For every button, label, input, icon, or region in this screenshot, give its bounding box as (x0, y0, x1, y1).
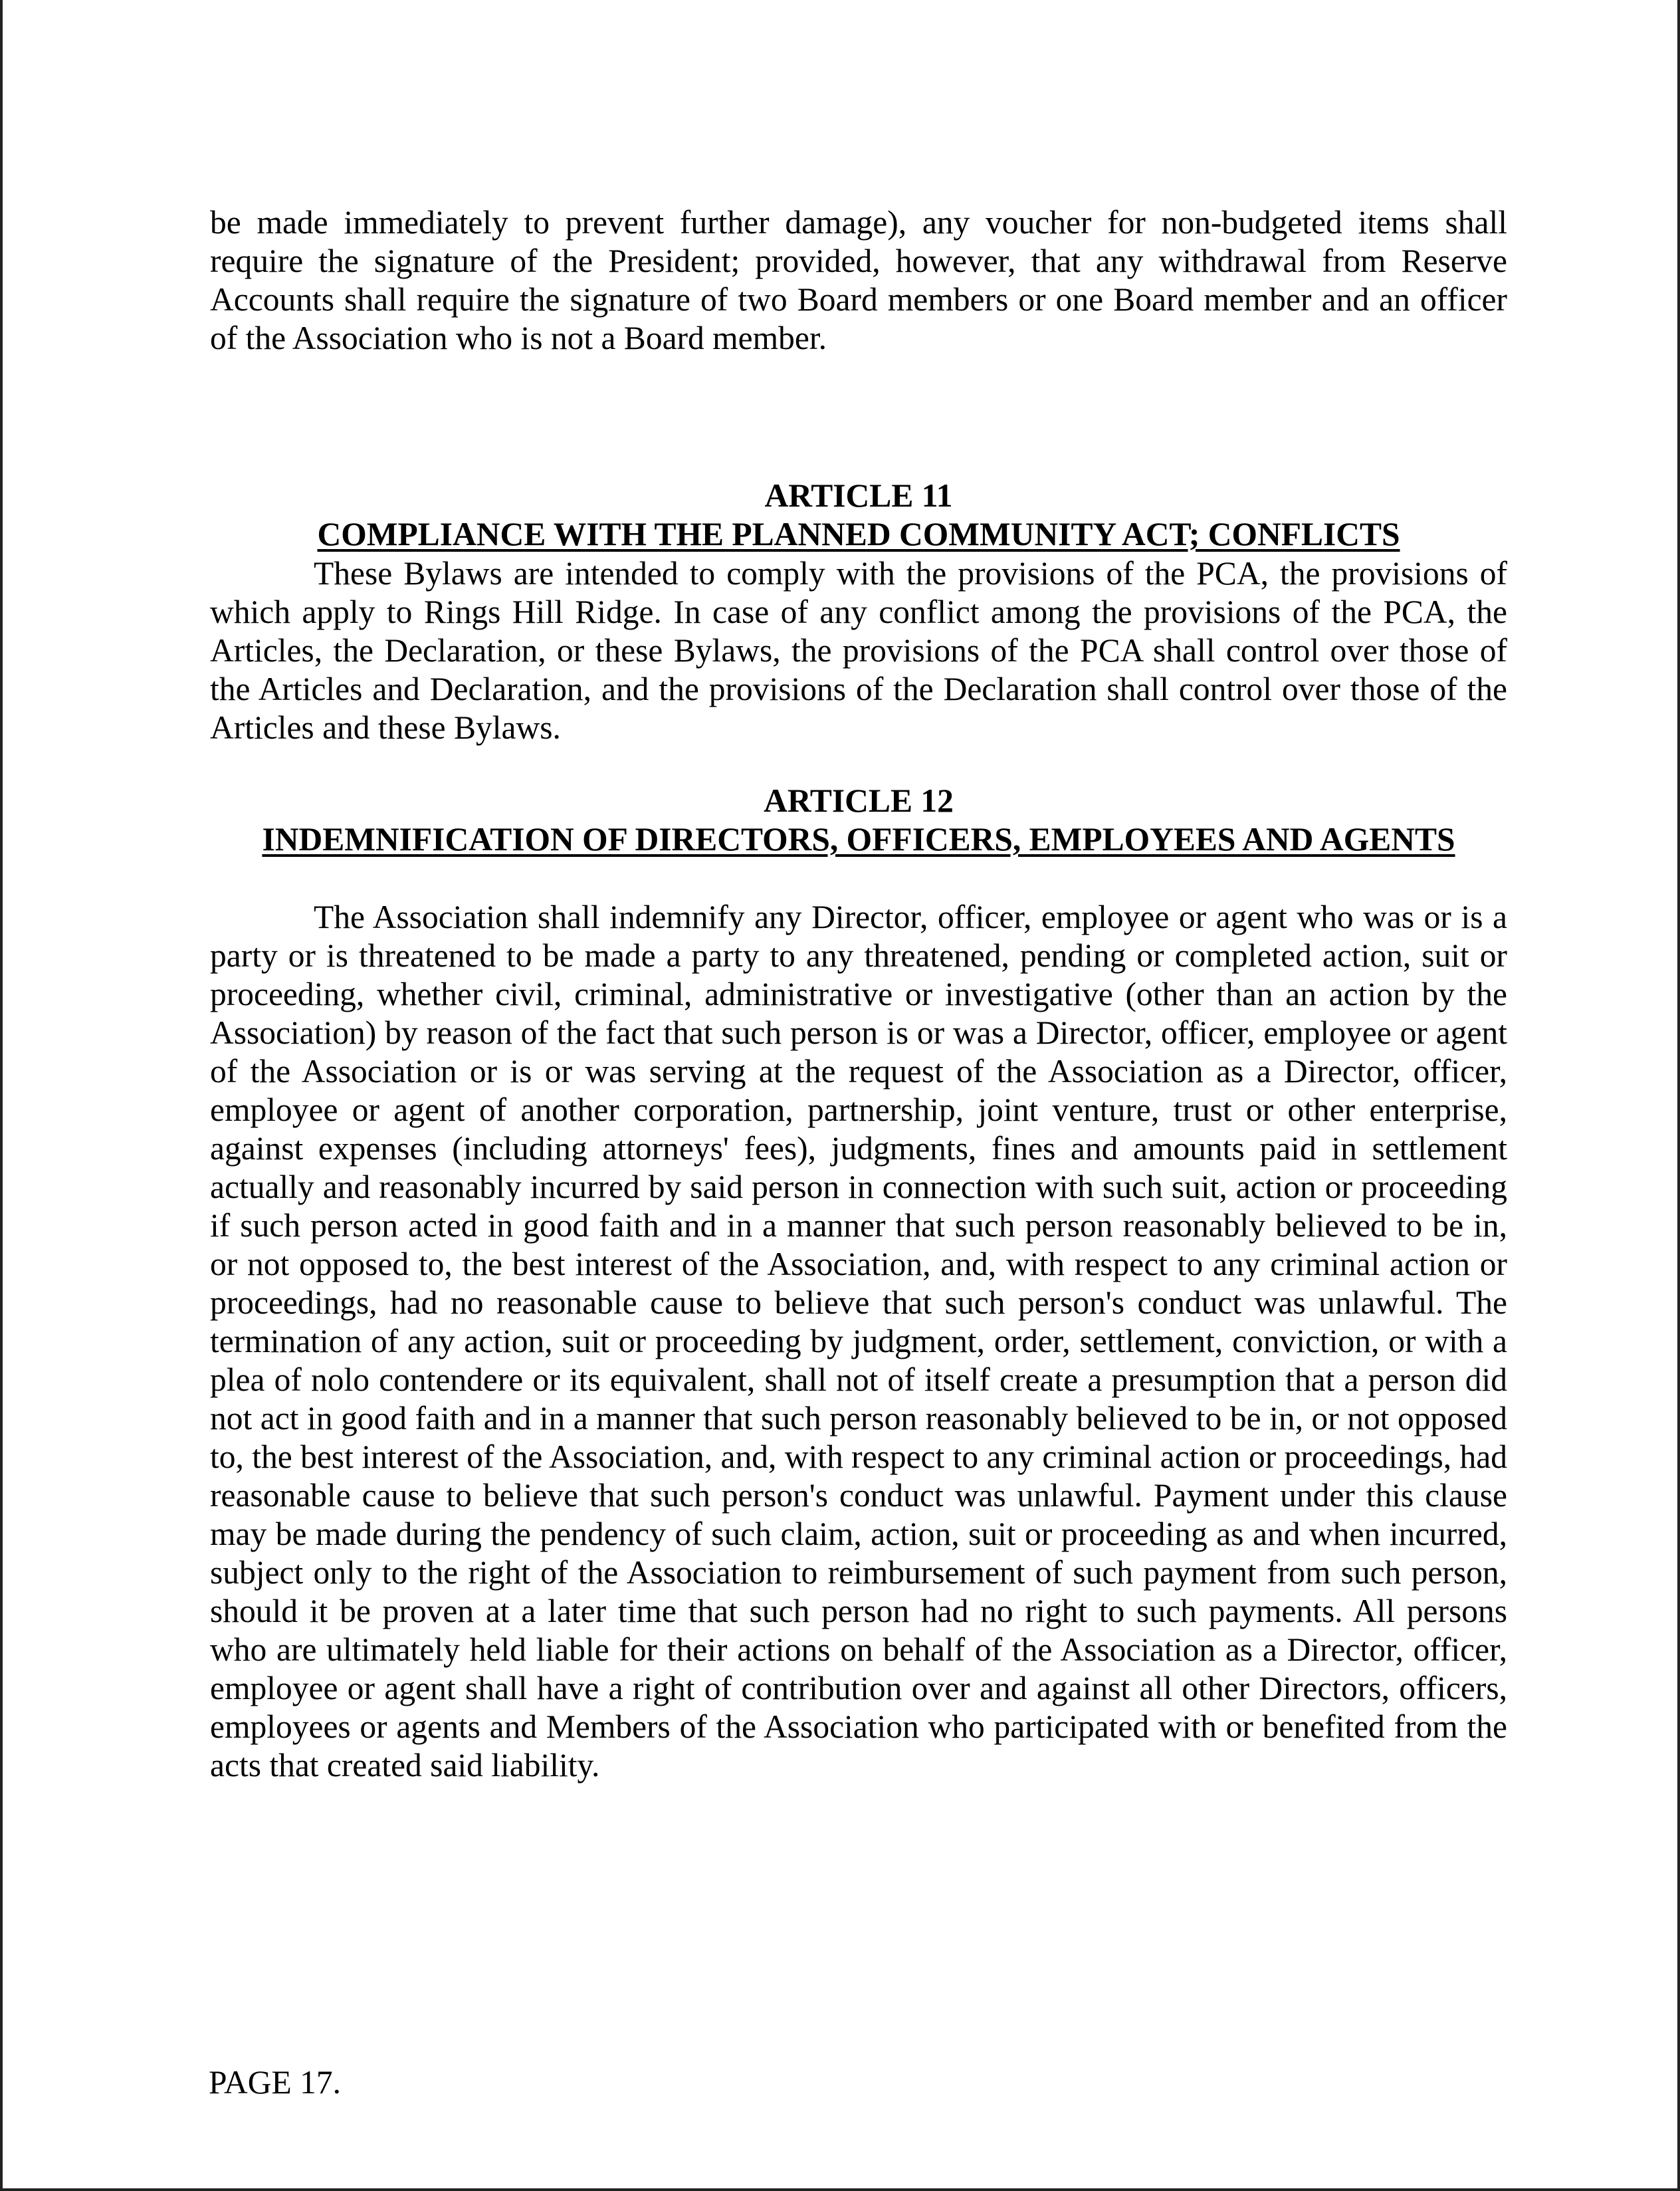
article-12-title: INDEMNIFICATION OF DIRECTORS, OFFICERS, EMPLOYEES AND AGENTS (262, 821, 1455, 858)
article-12-paragraph: The Association shall indemnify any Director, officer, employee or agent who was or is a party or is threatened to be made a party to any threatened, pending or completed action, suit or proceeding, whether civil, criminal, administrative or investigative (other than an action by the Association) by reason of the fact that such person is or was a Director, officer, employee or agent of the Association or is or was serving at the request of the Association as a Director, officer, employee or agent of another corporation, partnership, joint venture, trust or other enterprise, against expenses (including attorneys' fees), judgments, fines and amounts paid in settlement actually and reasonably incurred by said person in connection with such suit, action or proceeding if such person acted in good faith and in a manner that such person reasonably believed to be in, or not opposed to, the best interest of the Association, and, with respect to any criminal action or proceedings, had no reasonable cause to believe that such person's conduct was unlawful. The termination of any action, suit or proceeding by judgment, order, settlement, conviction, or with a plea of nolo contendere or its equivalent, shall not of itself create a presumption that a person did not act in good faith and in a manner that such person reasonably believed to be in, or not opposed to, the best interest of the Association, and, with respect to any criminal action or proceedings, had reasonable cause to believe that such person's conduct was unlawful. Payment under this clause may be made during the pendency of such claim, action, suit or proceeding as and when incurred, subject only to the right of the Association to reimbursement of such payment from such person, should it be proven at a later time that such person had no right to such payments. All persons who are ultimately held liable for their actions on behalf of the Association as a Director, officer, employee or agent shall have a right of contribution over and against all other Directors, officers, employees or agents and Members of the Association who participated with or benefited from the acts that created said liability. (210, 899, 1507, 1784)
article-11-title: COMPLIANCE WITH THE PLANNED COMMUNITY ACT; CONFLICTS (317, 516, 1400, 552)
article-11-paragraph: These Bylaws are intended to comply with the provisions of the PCA, the provisions of which apply to Rings Hill Ridge. In case of any conflict among the provisions of the PCA, the Articles, the Declaration, or these Bylaws, the provisions of the PCA shall control over those of the Articles and Declaration, and the provisions of the Declaration shall control over those of the Articles and these Bylaws. (210, 555, 1507, 746)
page-number: PAGE 17. (209, 2064, 341, 2101)
article-12-number: ARTICLE 12 (764, 782, 954, 819)
continuation-paragraph: be made immediately to prevent further damage), any voucher for non-budgeted items shall require the signature of the President; provided, however, that any withdrawal from Reserve Accounts shall require the signature of two Board members or one Board member and an officer of the Association who is not a Board member. (210, 204, 1507, 356)
article-11-heading (210, 477, 1507, 554)
article-11-number: ARTICLE 11 (764, 477, 953, 514)
article-12-heading (210, 782, 1507, 859)
